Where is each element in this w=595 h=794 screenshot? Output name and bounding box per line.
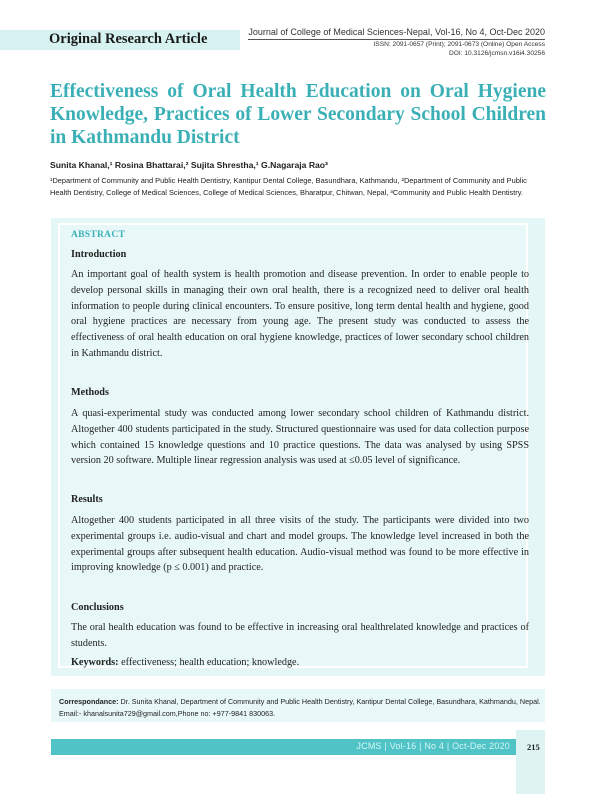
methods-text: A quasi-experimental study was conducted among lower secondary school children of Kathmandu district. Altogether 400 students participated in the study. Structured questionnaire was used for data collection purpose which contained 15 knowledge questions and 10 practice questions. The data was analysed by using SPSS version 20 software. Multiple linear regression analysis was used at ≤0.05 level of significance. bbox=[71, 408, 529, 467]
keywords-line bbox=[71, 655, 529, 671]
journal-citation: Journal of College of Medical Sciences-Nepal, Vol-16, No 4, Oct-Dec 2020 bbox=[248, 27, 545, 40]
conclusions-heading: Conclusions bbox=[71, 602, 124, 613]
journal-info bbox=[248, 27, 545, 58]
article-type-label: Original Research Article bbox=[49, 31, 208, 47]
correspondence-box bbox=[51, 689, 545, 722]
results-heading: Results bbox=[71, 494, 103, 505]
keywords-label: Keywords: bbox=[71, 657, 119, 668]
correspondence-label: Correspondance: bbox=[59, 697, 119, 706]
page-number: 215 bbox=[527, 742, 540, 752]
abstract-box bbox=[51, 218, 545, 676]
correspondence-text bbox=[59, 696, 541, 720]
keywords-text: effectiveness; health education; knowledge. bbox=[118, 657, 300, 668]
issn-line: ISSN: 2091-0657 (Print); 2091-0673 (Online) Open Access bbox=[373, 41, 545, 48]
correspondence-details: Dr. Sunita Khanal, Department of Community and Public Health Dentistry, Kantipur Dental College, Basundhara, Kathmandu, Nepal. Email:- khanalsunita729@gmail.com,Phone no: +977-9841 830063. bbox=[59, 697, 541, 718]
doi-line: DOI: 10.3126/jcmsn.v16i4.30256 bbox=[448, 50, 545, 57]
conclusions-text: The oral health education was found to be effective in increasing oral healthrelated knowledge and practices of students. bbox=[71, 622, 529, 649]
results-text: Altogether 400 students participated in all three visits of the study. The participants were divided into two experimental groups i.e. audio-visual and chart and model groups. The knowledge level increased in both the experimental groups after subsequent health education. Audio-visual method was found to be more effective in improving knowledge (p ≤ 0.001) and practice. bbox=[71, 515, 529, 574]
author-affiliations: ¹Department of Community and Public Health Dentistry, Kantipur Dental College, Basundhara, Kathmandu, ²Department of Community and Public Health Dentistry, College of Medical Sciences, College of Medical Sciences, Bharatpur, Chitwan, Nepal, ³Community and Public Health Dentistry. bbox=[50, 176, 527, 197]
introduction-heading: Introduction bbox=[71, 249, 127, 260]
page-number-strip bbox=[516, 730, 545, 794]
footer-bar bbox=[51, 739, 516, 755]
methods-heading: Methods bbox=[71, 387, 109, 398]
footer-journal-ref: JCMS | Vol-16 | No 4 | Oct-Dec 2020 bbox=[356, 741, 510, 751]
introduction-text: An important goal of health system is health promotion and disease prevention. In order to enable people to develop personal skills in managing their own oral health, there is a recognized need to deliver oral health information to people during clinical encounters. To ensure positive, long term dental health and hygiene, good oral hygiene practices are necessary from young age. The present study was conducted to assess the effectiveness of oral health education on oral hygiene knowledge, practices of lower secondary school children in Kathmandu district. bbox=[71, 269, 529, 359]
abstract-inner-frame bbox=[58, 223, 528, 668]
author-list: Sunita Khanal,¹ Rosina Bhattarai,² Sujita Shrestha,¹ G.Nagaraja Rao³ bbox=[50, 160, 328, 170]
article-title: Effectiveness of Oral Health Education on Oral Hygiene Knowledge, Practices of Lower Secondary School Children in Kathmandu District bbox=[50, 81, 546, 148]
abstract-heading: ABSTRACT bbox=[71, 230, 126, 240]
